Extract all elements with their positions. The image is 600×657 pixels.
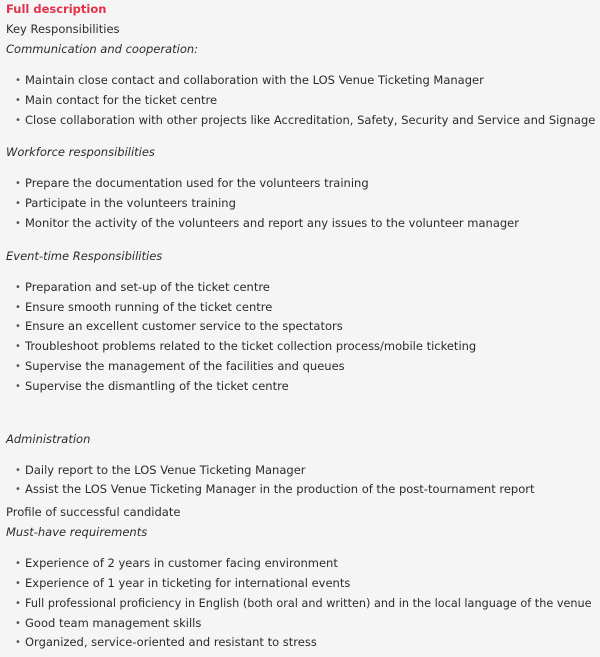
list-item: • Organized, service-oriented and resistant to stress xyxy=(6,633,598,653)
list-item: • Assist the LOS Venue Ticketing Manager in the production of the post-tournament report xyxy=(6,480,598,500)
workforce-list xyxy=(6,174,598,233)
section-heading-communication: Communication and cooperation: xyxy=(6,42,199,56)
list-item: • Participate in the volunteers training xyxy=(6,194,598,214)
requirements-heading: Must-have requirements xyxy=(6,525,148,540)
section-heading-workforce: Workforce responsibilities xyxy=(6,145,155,160)
bullet-icon: • xyxy=(15,178,21,190)
requirements-list xyxy=(6,554,598,653)
bullet-icon: • xyxy=(15,75,21,86)
event-time-list xyxy=(6,278,598,397)
job-description xyxy=(6,0,598,653)
list-item: • Experience of 1 year in ticketing for international events xyxy=(6,574,598,594)
list-item: • Prepare the documentation used for the volunteers training xyxy=(6,174,598,194)
communication-list xyxy=(6,71,598,130)
section-heading-event-time: Event-time Responsibilities xyxy=(6,248,163,263)
bullet-icon: • xyxy=(15,558,21,570)
bullet-icon: • xyxy=(15,637,21,649)
bullet-icon: • xyxy=(15,380,21,392)
bullet-icon: • xyxy=(15,597,21,609)
list-item: • Experience of 2 years in customer facing environment xyxy=(6,554,598,574)
list-item: • Supervise the dismantling of the ticket centre xyxy=(6,377,598,397)
administration-list xyxy=(6,461,598,501)
bullet-icon: • xyxy=(15,484,21,496)
list-item: • Ensure smooth running of the ticket centre xyxy=(6,298,598,318)
bullet-icon: • xyxy=(15,360,21,372)
list-item: • Close collaboration with other projects like Accreditation, Safety, Security and Service and Signage xyxy=(6,111,598,131)
bullet-icon: • xyxy=(15,281,21,293)
list-item: • Good team management skills xyxy=(6,614,598,634)
list-item: • Full professional proficiency in English (both oral and written) and in the local language of the venue xyxy=(6,594,598,614)
bullet-icon: • xyxy=(15,321,21,333)
bullet-icon: • xyxy=(15,617,21,629)
bullet-icon: • xyxy=(15,341,21,353)
list-item: • Daily report to the LOS Venue Ticketing Manager xyxy=(6,461,598,481)
key-responsibilities-label: Key Responsibilities xyxy=(6,22,120,36)
list-item: • Troubleshoot problems related to the ticket collection process/mobile ticketing xyxy=(6,337,598,357)
bullet-icon: • xyxy=(15,198,21,210)
list-item: • Preparation and set-up of the ticket centre xyxy=(6,278,598,298)
bullet-icon: • xyxy=(15,94,21,106)
list-item: • Ensure an excellent customer service to the spectators xyxy=(6,317,598,337)
list-item: • Maintain close contact and collaboration with the LOS Venue Ticketing Manager xyxy=(6,71,598,91)
bullet-icon: • xyxy=(15,464,21,476)
list-item: • Supervise the management of the facilities and queues xyxy=(6,357,598,377)
bullet-icon: • xyxy=(15,301,21,313)
list-item: • Monitor the activity of the volunteers and report any issues to the volunteer manager xyxy=(6,214,598,234)
bullet-icon: • xyxy=(15,577,21,589)
profile-title: Profile of successful candidate xyxy=(6,505,181,520)
full-description-title: Full description xyxy=(6,2,107,16)
list-item: • Main contact for the ticket centre xyxy=(6,91,598,111)
bullet-icon: • xyxy=(15,114,21,126)
bullet-icon: • xyxy=(15,217,21,229)
section-heading-administration: Administration xyxy=(6,431,91,446)
